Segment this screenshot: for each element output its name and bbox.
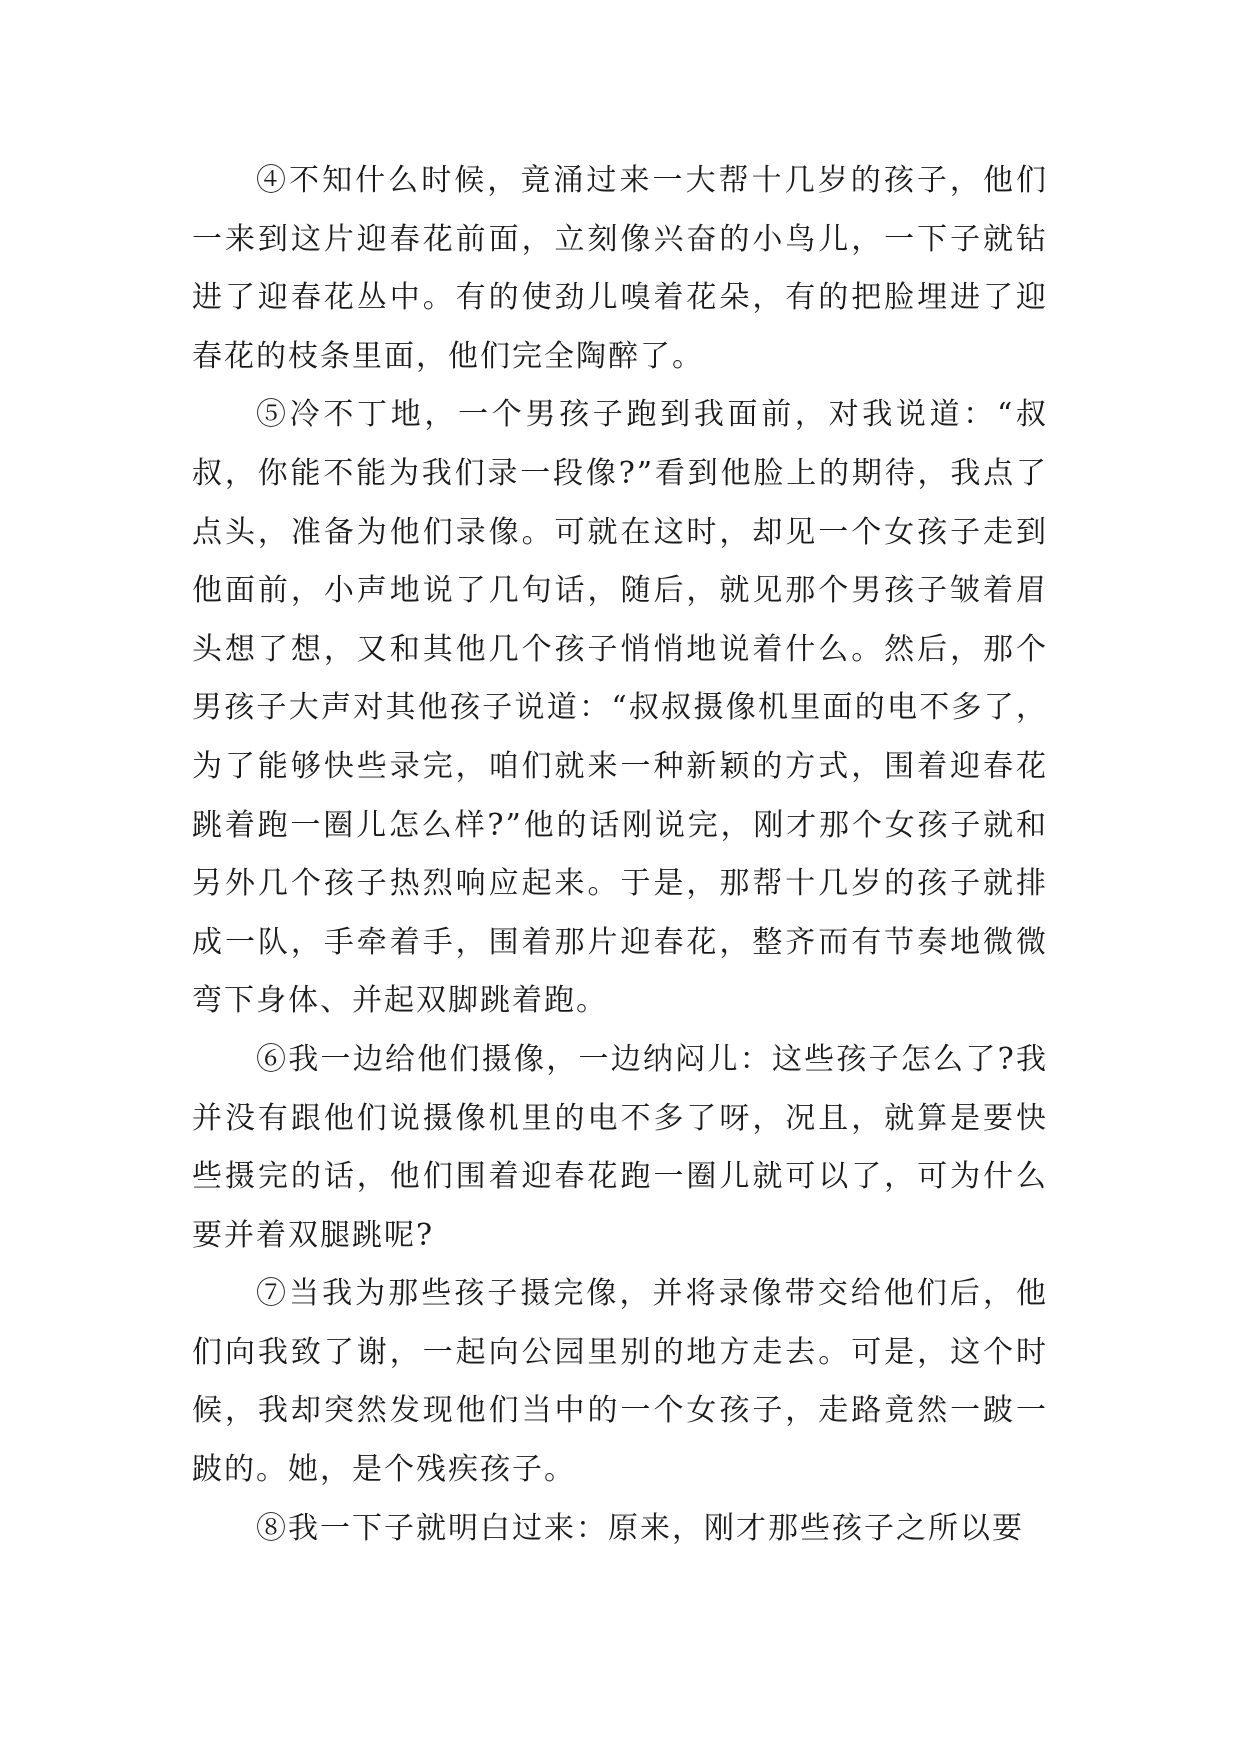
article-body — [192, 152, 1048, 1558]
paragraph-6: ⑥我一边给他们摄像，一边纳闷儿：这些孩子怎么了?我并没有跟他们说摄像机里的电不多了呀，况且，就算是要快些摄完的话，他们围着迎春花跑一圈儿就可以了，可为什么要并着双腿跳呢? — [192, 1041, 1048, 1253]
paragraph-5: ⑤冷不丁地，一个男孩子跑到我面前，对我说道：“叔叔，你能不能为我们录一段像?”看到他脸上的期待，我点了点头，准备为他们录像。可就在这时，却见一个女孩子走到他面前，小声地说了几句话，随后，就见那个男孩子皱着眉头想了想，又和其他几个孩子悄悄地说着什么。然后，那个男孩子大声对其他孩子说道：“叔叔摄像机里面的电不多了，为了能够快些录完，咱们就来一种新颖的方式，围着迎春花跳着跑一圈儿怎么样?”他的话刚说完，刚才那个女孩子就和另外几个孩子热烈响应起来。于是，那帮十几岁的孩子就排成一队，手牵着手，围着那片迎春花，整齐而有节奏地微微弯下身体、并起双脚跳着跑。 — [192, 397, 1048, 1019]
paragraph-8: ⑧我一下子就明白过来：原来，刚才那些孩子之所以要 — [256, 1510, 1024, 1546]
paragraph-4: ④不知什么时候，竟涌过来一大帮十几岁的孩子，他们一来到这片迎春花前面，立刻像兴奋的小鸟儿，一下子就钻进了迎春花丛中。有的使劲儿嗅着花朵，有的把脸埋进了迎春花的枝条里面，他们完全陶醉了。 — [192, 163, 1048, 374]
paragraph-7: ⑦当我为那些孩子摄完像，并将录像带交给他们后，他们向我致了谢，一起向公园里别的地方走去。可是，这个时候，我却突然发现他们当中的一个女孩子，走路竟然一跛一跛的。她，是个残疾孩子。 — [192, 1276, 1048, 1488]
